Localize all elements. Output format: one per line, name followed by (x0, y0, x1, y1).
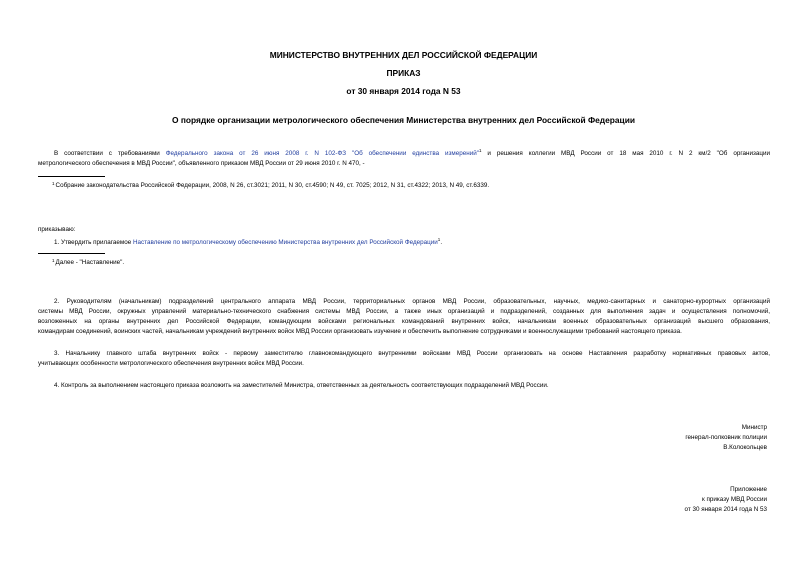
item-2-line: системы МВД России, окружных управлений материально-технического снабжения системы МВД России, а также иных организаций и подразделений, созданных для выполнения задач и осуществления полномочий, (38, 308, 770, 315)
document-title: О порядке организации метрологического обеспечения Министерства внутренних дел Российской Федерации (171, 115, 635, 125)
federal-law-link[interactable]: Федерального закона от 26 июня 2008 г. N 102-ФЗ "Об обеспечении единства измерений" (165, 150, 479, 158)
preamble-paragraph (38, 146, 770, 169)
appendix-to-order: к приказу МВД России (701, 496, 767, 503)
document-type: ПРИКАЗ (386, 68, 421, 78)
order-date-number: от 30 января 2014 года N 53 (346, 86, 461, 96)
appendix-label: Приложение (730, 486, 767, 493)
item-2-line: возложенных на органы внутренних дел Российской Федерации, командующим войсками региональных командований внутренних войск, начальникам военных образовательных организаций высшего образования, (38, 318, 770, 325)
footnote-ref-2[interactable]: 1 (437, 237, 441, 242)
item-1: 1. Утвердить прилагаемое Наставление по метрологическому обеспечению Министерства внутренних дел Российской Федерации$^1$. (54, 237, 443, 247)
footnote-ref-1[interactable]: 1 (479, 148, 482, 153)
footnote-separator-2 (38, 253, 105, 254)
ministry-heading: МИНИСТЕРСТВО ВНУТРЕННИХ ДЕЛ РОССИЙСКОЙ ФЕДЕРАЦИИ (269, 50, 538, 60)
footnote-separator (38, 176, 105, 177)
manual-link[interactable]: Наставление по метрологическому обеспечению Министерства внутренних дел Российской Федерации (132, 239, 438, 247)
signature-rank: генерал-полковник полиции (685, 434, 767, 441)
appendix-block (684, 485, 767, 515)
item-4: 4. Контроль за выполнением настоящего приказа возложить на заместителей Министра, ответственных за деятельность соответствующих подразделений МВД России. (54, 382, 549, 389)
item-3-line: 3. Начальнику главного штаба внутренних войск - первому заместителю главнокомандующего внутренними войсками МВД России организовать на основе Наставления разработку нормативных правовых актов, (54, 350, 770, 357)
item-2 (38, 297, 770, 337)
item-3 (38, 349, 770, 369)
preamble-line-1: В соответствии с требованиями Федерального закона от 26 июня 2008 г. N 102-ФЗ "Об обеспечении единства измерений"$^1$ и решения коллегии МВД России от 18 мая 2010 г. N 2 км/2 "Об организации (54, 148, 771, 158)
item-2-line: командирам соединений, воинских частей, начальникам учреждений внутренних войск МВД России организовать изучение и обеспечить выполнение сотрудниками и военнослужащими требований настоящего приказа. (38, 328, 682, 335)
signature-block (685, 423, 767, 453)
footnote-1: $^1$Собрание законодательства Российской Федерации, 2008, N 26, ст.3021; 2011, N 30, ст.4590; N 49, ст. 7025; 2012, N 31, ст.4322; 2013, N 49, ст.6339. (52, 181, 490, 189)
footnote-2: $^1$Далее - "Наставление". (52, 258, 125, 266)
appendix-date-number: от 30 января 2014 года N 53 (684, 506, 767, 513)
order-word: приказываю: (38, 226, 76, 233)
preamble-line-2: метрологического обеспечения в МВД России", объявленного приказом МВД России от 29 июня 2010 г. N 470, - (38, 160, 365, 168)
signature-position: Министр (741, 424, 767, 431)
signature-name: В.Колокольцев (723, 444, 767, 451)
item-2-line: 2. Руководителям (начальникам) подразделений центрального аппарата МВД России, территориальных органов МВД России, образовательных, научных, медико-санитарных и санаторно-курортных организаций (54, 298, 770, 305)
item-3-line: учитывающих особенности метрологического обеспечения внутренних войск МВД России. (38, 360, 304, 367)
